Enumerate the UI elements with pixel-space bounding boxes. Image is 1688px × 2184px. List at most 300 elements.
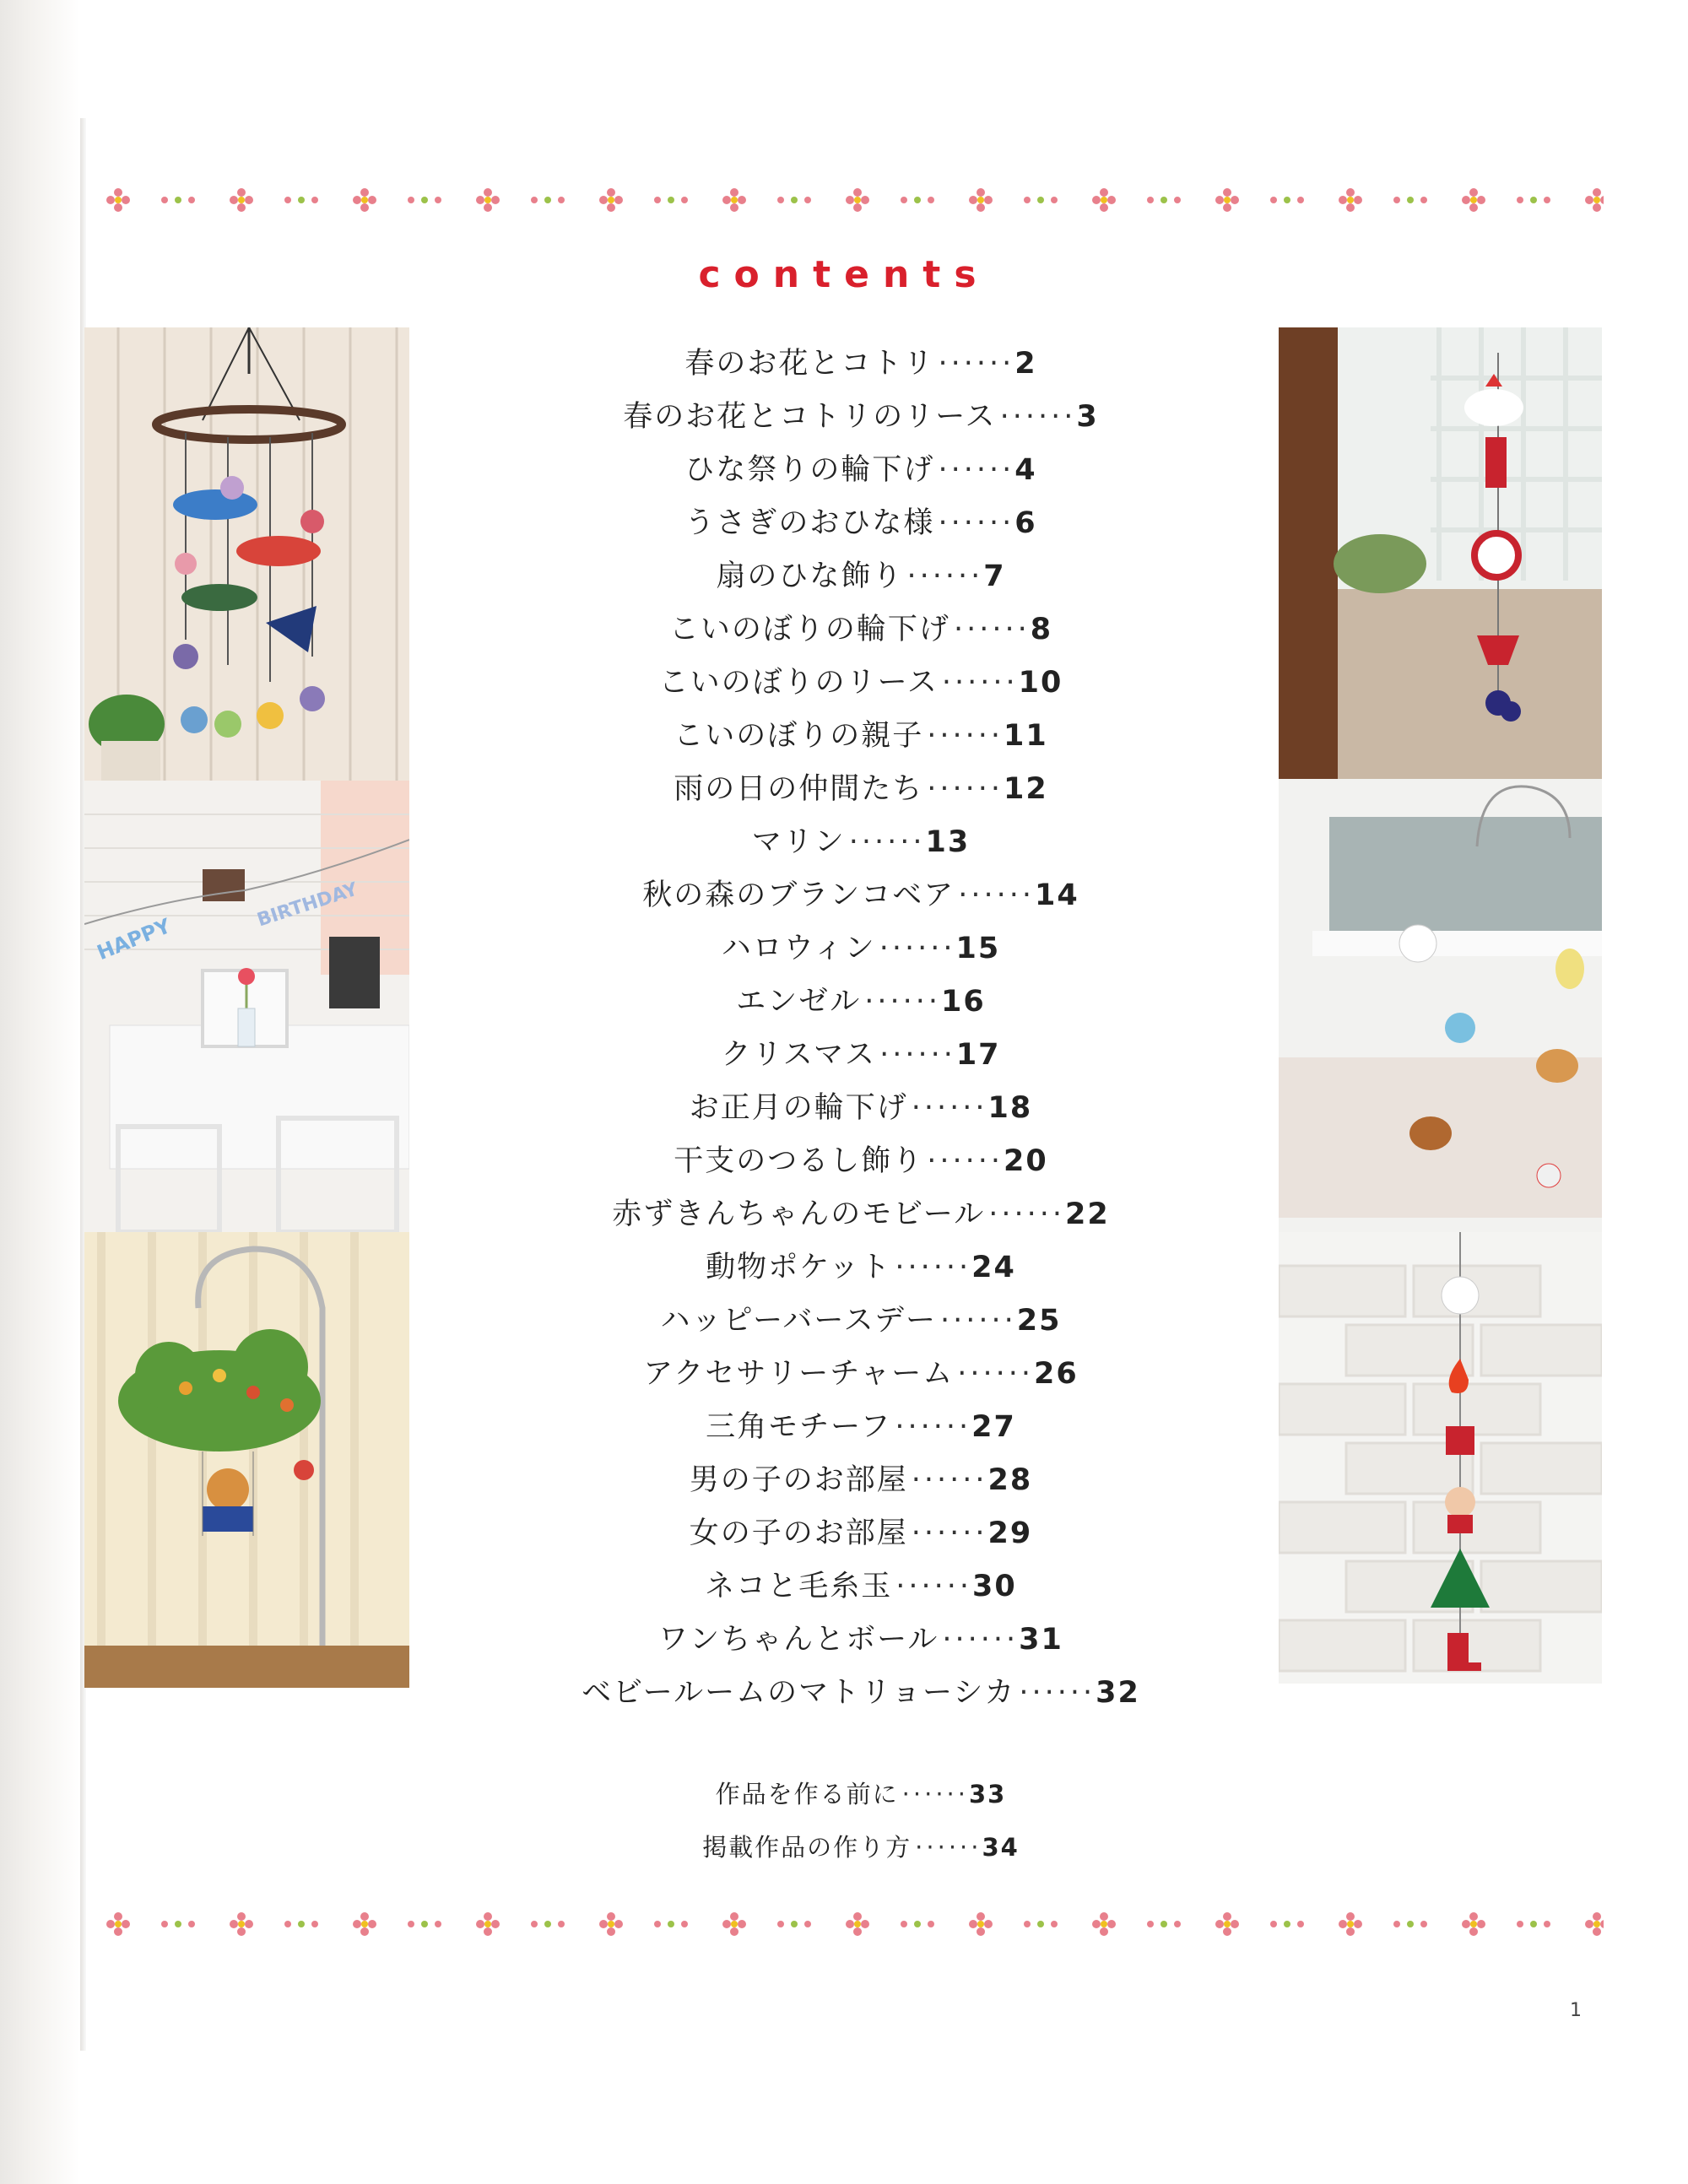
book-spine-shadow: [0, 0, 80, 2184]
border-flower-center: [1101, 1921, 1107, 1927]
border-flower-petal: [977, 1927, 985, 1936]
border-dot: [1393, 1921, 1400, 1927]
border-dot: [1284, 197, 1290, 203]
border-flower-petal: [1100, 1927, 1108, 1936]
toc-entry[interactable]: [439, 1454, 1283, 1507]
toc-entry[interactable]: [439, 1667, 1283, 1720]
contents-list-extra: [439, 1768, 1283, 1874]
toc-leader-dots: ······: [938, 347, 1015, 381]
border-flower-petal: [599, 196, 608, 204]
border-flower-petal: [114, 1912, 122, 1921]
border-flower-center: [361, 1921, 368, 1927]
border-dot: [408, 1921, 414, 1927]
border-dot: [1544, 1921, 1550, 1927]
border-flower-petal: [1469, 1912, 1478, 1921]
border-flower-center: [1593, 197, 1600, 203]
border-flower-petal: [230, 1920, 238, 1928]
toc-entry-title: アクセサリーチャーム: [643, 1357, 955, 1391]
border-flower-petal: [1593, 188, 1601, 197]
toc-entry[interactable]: [439, 1241, 1283, 1295]
toc-entry-title: お正月の輪下げ: [689, 1091, 908, 1125]
border-dot: [914, 1921, 921, 1927]
toc-entry[interactable]: [439, 1295, 1283, 1348]
toc-leader-dots: ······: [906, 560, 984, 593]
top-decorative-border: [84, 179, 1604, 221]
toc-entry[interactable]: [439, 1507, 1283, 1560]
border-dot: [558, 197, 565, 203]
toc-leader-dots: ······: [939, 1304, 1017, 1338]
border-dot: [668, 197, 674, 203]
border-dot: [421, 1921, 428, 1927]
border-dot: [408, 197, 414, 203]
toc-leader-dots: ······: [941, 666, 1019, 700]
toc-entry-page-number: 2: [1014, 347, 1037, 381]
border-dot: [1407, 197, 1414, 203]
border-flower-petal: [1223, 203, 1231, 212]
toc-leader-dots: ······: [958, 878, 1036, 912]
border-dot: [1530, 1921, 1537, 1927]
border-flower-petal: [360, 1927, 369, 1936]
toc-entry-title: 女の子のお部屋: [689, 1516, 908, 1550]
border-flower-center: [731, 197, 738, 203]
border-flower-petal: [1215, 196, 1224, 204]
toc-entry[interactable]: [439, 550, 1283, 603]
border-flower-petal: [237, 188, 246, 197]
border-dot: [188, 1921, 195, 1927]
toc-entry-page-number: 17: [955, 1038, 1001, 1072]
border-flower-petal: [861, 196, 869, 204]
toc-leader-dots: ······: [957, 1357, 1034, 1391]
toc-entry[interactable]: [439, 1768, 1283, 1821]
toc-entry-page-number: 4: [1014, 453, 1037, 487]
page-number: 1: [1570, 2000, 1582, 2021]
toc-entry-title: 赤ずきんちゃんのモビール: [612, 1197, 986, 1231]
toc-entry[interactable]: [439, 869, 1283, 922]
border-flower-petal: [237, 203, 246, 212]
border-dot: [804, 197, 811, 203]
border-flower-petal: [1600, 196, 1604, 204]
toc-leader-dots: ······: [895, 1570, 973, 1603]
toc-entry-title: うさぎのおひな様: [684, 506, 935, 540]
border-flower-petal: [730, 203, 738, 212]
toc-entry[interactable]: [439, 338, 1283, 391]
toc-leader-dots: ······: [953, 613, 1031, 646]
border-flower-center: [1224, 1921, 1231, 1927]
toc-leader-dots: ······: [901, 1780, 969, 1808]
toc-entry[interactable]: [439, 1614, 1283, 1667]
border-flower-petal: [1107, 1920, 1116, 1928]
toc-entry-page-number: 26: [1033, 1357, 1079, 1391]
toc-entry-page-number: 3: [1076, 400, 1099, 434]
border-flower-petal: [722, 196, 731, 204]
toc-leader-dots: ······: [879, 932, 956, 965]
toc-entry-page-number: 13: [925, 825, 971, 859]
border-flower-petal: [846, 1920, 854, 1928]
border-flower-petal: [360, 188, 369, 197]
border-flower-petal: [491, 1920, 500, 1928]
border-dot: [1544, 197, 1550, 203]
border-dot: [1051, 197, 1058, 203]
toc-entry[interactable]: [439, 922, 1283, 976]
toc-entry-page-number: 20: [1004, 1144, 1048, 1178]
border-dot: [1024, 1921, 1031, 1927]
toc-entry-title: 掲載作品の作り方: [702, 1833, 912, 1862]
border-flower-petal: [1346, 1912, 1355, 1921]
bottom-decorative-border: [84, 1903, 1604, 1945]
toc-entry-page-number: 31: [1019, 1623, 1063, 1657]
border-flower-petal: [237, 1912, 246, 1921]
border-dot: [544, 197, 551, 203]
border-flower-center: [608, 1921, 614, 1927]
toc-entry[interactable]: [439, 1135, 1283, 1188]
border-flower-petal: [1469, 188, 1478, 197]
border-flower-petal: [1593, 1912, 1601, 1921]
border-dot: [161, 197, 168, 203]
border-dot: [681, 1921, 688, 1927]
border-flower-petal: [722, 1920, 731, 1928]
border-flower-petal: [491, 196, 500, 204]
border-flower-petal: [984, 196, 993, 204]
contents-list: [439, 338, 1283, 1720]
toc-entry-title: ネコと毛糸玉: [705, 1570, 893, 1603]
border-dot: [544, 1921, 551, 1927]
toc-leader-dots: ······: [911, 1091, 988, 1125]
border-flower-petal: [122, 1920, 130, 1928]
border-dot: [1407, 1921, 1414, 1927]
border-dot: [1530, 197, 1537, 203]
border-dot: [284, 197, 291, 203]
border-dot: [1037, 197, 1044, 203]
border-flower-petal: [476, 196, 484, 204]
toc-entry-title: ベビールームのマトリョーシカ: [582, 1676, 1016, 1710]
toc-entry-title: こいのぼりの輪下げ: [668, 613, 950, 646]
border-flower-petal: [1100, 188, 1108, 197]
border-dot: [777, 1921, 784, 1927]
border-dot: [1174, 1921, 1181, 1927]
toc-entry-page-number: 12: [1004, 772, 1048, 806]
toc-entry-page-number: 33: [968, 1780, 1007, 1808]
border-flower-center: [484, 1921, 491, 1927]
border-flower-petal: [599, 1920, 608, 1928]
border-flower-petal: [484, 1927, 492, 1936]
border-flower-center: [977, 1921, 984, 1927]
border-flower-center: [1470, 197, 1477, 203]
toc-entry[interactable]: [439, 1348, 1283, 1401]
border-flower-petal: [1585, 196, 1593, 204]
toc-entry[interactable]: [439, 1560, 1283, 1614]
toc-entry-page-number: 25: [1016, 1304, 1062, 1338]
border-dot: [1420, 197, 1427, 203]
border-flower-petal: [1585, 1920, 1593, 1928]
toc-entry-title: エンゼル: [736, 985, 862, 1019]
toc-entry-page-number: 8: [1030, 613, 1053, 646]
toc-entry-page-number: 34: [982, 1833, 1020, 1862]
border-flower-petal: [484, 1912, 492, 1921]
toc-entry[interactable]: [439, 1082, 1283, 1135]
border-dot: [1517, 1921, 1523, 1927]
toc-leader-dots: ······: [864, 985, 942, 1019]
toc-entry-title: 春のお花とコトリ: [684, 347, 935, 381]
border-dot: [654, 1921, 661, 1927]
border-flower-petal: [1100, 1912, 1108, 1921]
toc-entry[interactable]: [439, 1188, 1283, 1241]
border-flower-petal: [484, 188, 492, 197]
border-flower-petal: [484, 203, 492, 212]
toc-entry-title: マリン: [751, 825, 846, 859]
toc-entry[interactable]: [439, 816, 1283, 869]
border-flower-petal: [730, 188, 738, 197]
border-dot: [1517, 197, 1523, 203]
toc-leader-dots: ······: [988, 1197, 1065, 1231]
toc-leader-dots: ······: [915, 1833, 982, 1862]
toc-entry-page-number: 30: [972, 1570, 1017, 1603]
border-flower-petal: [1107, 196, 1116, 204]
border-dot: [435, 1921, 441, 1927]
toc-entry[interactable]: [439, 710, 1283, 763]
border-flower-petal: [476, 1920, 484, 1928]
toc-entry[interactable]: [439, 497, 1283, 550]
border-flower-petal: [368, 196, 376, 204]
border-flower-petal: [614, 196, 623, 204]
border-flower-center: [854, 197, 861, 203]
border-flower-petal: [245, 196, 253, 204]
border-flower-petal: [106, 196, 115, 204]
border-flower-center: [238, 1921, 245, 1927]
border-flower-petal: [360, 203, 369, 212]
toc-entry-title: 秋の森のブランコベア: [642, 878, 955, 912]
border-flower-center: [238, 197, 245, 203]
toc-entry[interactable]: [439, 603, 1283, 657]
border-flower-petal: [853, 188, 862, 197]
border-dot: [558, 1921, 565, 1927]
photo-marine-ornament: [1279, 327, 1602, 779]
toc-leader-dots: ······: [895, 1410, 972, 1444]
border-flower-petal: [1469, 1927, 1478, 1936]
toc-entry-title: 扇のひな飾り: [716, 560, 904, 593]
toc-entry[interactable]: [439, 1821, 1283, 1874]
border-dot: [298, 1921, 305, 1927]
toc-entry[interactable]: [439, 1401, 1283, 1454]
border-flower-center: [854, 1921, 861, 1927]
photo-birthday-room: [84, 781, 409, 1232]
border-flower-petal: [122, 196, 130, 204]
border-flower-petal: [614, 1920, 623, 1928]
toc-leader-dots: ······: [938, 453, 1015, 487]
toc-entry[interactable]: [439, 657, 1283, 710]
border-flower-petal: [1100, 203, 1108, 212]
toc-entry-page-number: 29: [987, 1516, 1033, 1550]
border-flower-petal: [1231, 196, 1239, 204]
border-flower-petal: [1346, 188, 1355, 197]
toc-entry[interactable]: [439, 1029, 1283, 1082]
toc-leader-dots: ······: [999, 400, 1077, 434]
border-flower-petal: [245, 1920, 253, 1928]
border-flower-center: [1101, 197, 1107, 203]
border-flower-petal: [353, 196, 361, 204]
border-dot: [654, 197, 661, 203]
photo-bear-swing-mobile: [84, 1232, 409, 1688]
border-flower-petal: [1092, 1920, 1101, 1928]
toc-leader-dots: ······: [1019, 1676, 1096, 1710]
border-dot: [1147, 197, 1154, 203]
border-flower-petal: [1346, 203, 1355, 212]
border-flower-petal: [1339, 196, 1347, 204]
border-flower-center: [484, 197, 491, 203]
border-dot: [1051, 1921, 1058, 1927]
border-flower-petal: [984, 1920, 993, 1928]
toc-entry-title: ひな祭りの輪下げ: [684, 453, 935, 487]
border-flower-center: [731, 1921, 738, 1927]
border-dot: [1160, 1921, 1167, 1927]
toc-leader-dots: ······: [942, 1623, 1020, 1657]
border-dot: [791, 197, 798, 203]
toc-leader-dots: ······: [848, 825, 926, 859]
toc-entry-title: 干支のつるし飾り: [674, 1144, 924, 1178]
border-flower-petal: [607, 1927, 615, 1936]
toc-entry[interactable]: [439, 976, 1283, 1029]
border-flower-center: [1224, 197, 1231, 203]
border-dot: [777, 197, 784, 203]
border-flower-center: [1470, 1921, 1477, 1927]
border-flower-petal: [1477, 196, 1485, 204]
toc-entry-page-number: 11: [1004, 719, 1048, 753]
toc-entry-page-number: 7: [983, 560, 1006, 593]
border-flower-center: [361, 197, 368, 203]
toc-entry[interactable]: [439, 391, 1283, 444]
border-dot: [901, 197, 907, 203]
border-dot: [804, 1921, 811, 1927]
border-dot: [1270, 1921, 1277, 1927]
border-flower-petal: [1593, 203, 1601, 212]
border-flower-petal: [846, 196, 854, 204]
photo-dog-mobile: [1279, 779, 1602, 1232]
border-flower-petal: [730, 1912, 738, 1921]
toc-entry[interactable]: [439, 763, 1283, 816]
toc-entry-page-number: 28: [987, 1463, 1033, 1497]
border-dot: [1174, 197, 1181, 203]
border-flower-petal: [969, 196, 977, 204]
toc-entry-title: 作品を作る前に: [715, 1780, 899, 1808]
toc-entry-title: ワンちゃんとボール: [658, 1623, 939, 1657]
border-flower-petal: [1462, 1920, 1470, 1928]
border-flower-petal: [861, 1920, 869, 1928]
toc-entry-title: クリスマス: [721, 1038, 877, 1072]
border-flower-center: [1347, 197, 1354, 203]
border-flower-petal: [237, 1927, 246, 1936]
toc-leader-dots: ······: [911, 1463, 988, 1497]
border-flower-petal: [1092, 196, 1101, 204]
border-flower-petal: [1354, 196, 1362, 204]
border-flower-center: [115, 1921, 122, 1927]
border-flower-petal: [353, 1920, 361, 1928]
border-flower-petal: [114, 203, 122, 212]
border-dot: [435, 197, 441, 203]
border-dot: [1147, 1921, 1154, 1927]
border-dot: [311, 197, 318, 203]
toc-entry-title: ハッピーバースデー: [660, 1304, 937, 1338]
toc-leader-dots: ······: [927, 772, 1004, 806]
toc-leader-dots: ······: [927, 719, 1004, 753]
border-flower-petal: [230, 196, 238, 204]
border-dot: [1284, 1921, 1290, 1927]
toc-entry[interactable]: [439, 444, 1283, 497]
page-title: contents: [698, 253, 990, 296]
border-flower-petal: [738, 196, 746, 204]
border-flower-petal: [1600, 1920, 1604, 1928]
border-flower-petal: [607, 203, 615, 212]
toc-entry-page-number: 24: [971, 1251, 1016, 1284]
toc-entry-page-number: 32: [1096, 1676, 1140, 1710]
border-dot: [421, 197, 428, 203]
border-dot: [1037, 1921, 1044, 1927]
border-flower-petal: [853, 1927, 862, 1936]
border-dot: [1160, 197, 1167, 203]
border-flower-petal: [607, 188, 615, 197]
border-flower-petal: [853, 203, 862, 212]
photo-koinobori-mobile: [84, 327, 409, 781]
border-flower-petal: [1354, 1920, 1362, 1928]
border-dot: [1393, 197, 1400, 203]
border-flower-petal: [977, 188, 985, 197]
border-dot: [791, 1921, 798, 1927]
toc-entry-title: 三角モチーフ: [706, 1410, 892, 1444]
toc-entry-title: 男の子のお部屋: [689, 1463, 908, 1497]
toc-entry-title: こいのぼりのリース: [658, 666, 939, 700]
border-dot: [298, 197, 305, 203]
toc-entry-title: 動物ポケット: [706, 1251, 892, 1284]
toc-entry-title: こいのぼりの親子: [674, 719, 924, 753]
border-flower-petal: [977, 203, 985, 212]
border-flower-petal: [1469, 203, 1478, 212]
border-dot: [531, 1921, 538, 1927]
border-dot: [531, 197, 538, 203]
border-dot: [928, 197, 934, 203]
border-flower-petal: [368, 1920, 376, 1928]
border-flower-petal: [1223, 1927, 1231, 1936]
border-flower-petal: [114, 188, 122, 197]
banner-birthday-text: BIRTHDAY: [254, 878, 360, 932]
border-flower-petal: [1462, 196, 1470, 204]
border-flower-petal: [1477, 1920, 1485, 1928]
border-flower-petal: [607, 1912, 615, 1921]
border-dot: [1420, 1921, 1427, 1927]
toc-leader-dots: ······: [879, 1038, 956, 1072]
border-dot: [681, 197, 688, 203]
border-dot: [161, 1921, 168, 1927]
border-flower-center: [1347, 1921, 1354, 1927]
toc-entry-title: 春のお花とコトリのリース: [623, 400, 997, 434]
border-flower-petal: [1223, 1912, 1231, 1921]
border-flower-petal: [738, 1920, 746, 1928]
toc-entry-page-number: 22: [1064, 1197, 1110, 1231]
border-flower-petal: [1231, 1920, 1239, 1928]
border-dot: [1024, 197, 1031, 203]
border-flower-petal: [1223, 188, 1231, 197]
border-dot: [901, 1921, 907, 1927]
border-flower-center: [977, 197, 984, 203]
toc-entry-page-number: 18: [987, 1091, 1033, 1125]
border-flower-petal: [730, 1927, 738, 1936]
border-flower-petal: [977, 1912, 985, 1921]
toc-entry-page-number: 6: [1014, 506, 1037, 540]
border-dot: [175, 1921, 181, 1927]
border-flower-center: [115, 197, 122, 203]
border-flower-petal: [1215, 1920, 1224, 1928]
border-flower-center: [1593, 1921, 1600, 1927]
border-flower-center: [608, 197, 614, 203]
border-dot: [914, 197, 921, 203]
border-dot: [311, 1921, 318, 1927]
